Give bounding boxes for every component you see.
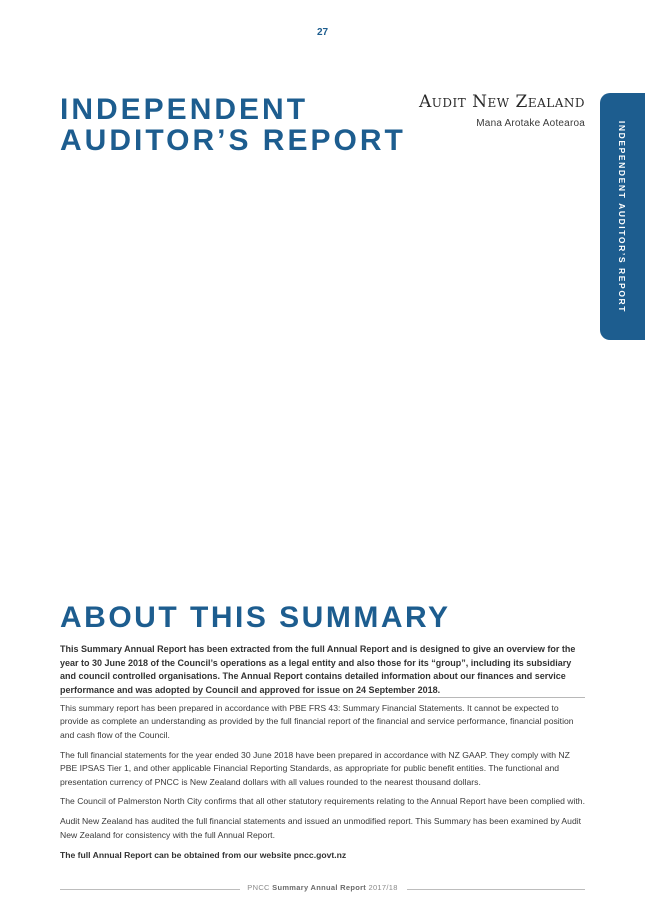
footer-org: PNCC	[247, 883, 270, 892]
logo-tagline: Mana Arotake Aotearoa	[476, 118, 585, 129]
page-footer	[60, 882, 585, 896]
divider	[60, 697, 585, 698]
page-number: 27	[316, 27, 329, 38]
logo-name: Audit New Zealand	[418, 92, 585, 112]
section-side-tab	[600, 93, 645, 340]
side-tab-label: INDEPENDENT AUDITOR’S REPORT	[617, 120, 627, 314]
body-paragraph: The Council of Palmerston North City confirms that all other statutory requirements relating to the Annual Report have been complied with.	[60, 796, 585, 807]
section-heading: ABOUT THIS SUMMARY	[60, 601, 451, 634]
body-paragraph: Audit New Zealand has audited the full financial statements and issued an unmodified report. This Summary has been examined by Audit New Zealand for consistency with the full Annual Report.	[60, 816, 582, 840]
lead-paragraph: This Summary Annual Report has been extracted from the full Annual Report and is designed to give an overview for the year to 30 June 2018 of the Council’s operations as a legal entity and also those for its “group”, including its subsidiary and council controlled organisations. The Annual Report contains detailed information about our finances and service performance and was adopted by Council and approved for issue on 24 September 2018.	[60, 644, 576, 695]
body-paragraph: This summary report has been prepared in accordance with PBE FRS 43: Summary Financial Statements. It cannot be expected to provide as complete an understanding as provided by the full financial report of the financial and service performance, financial position and cash flow of the Council.	[60, 703, 574, 740]
footer-year: 2017/18	[368, 883, 398, 892]
audit-nz-logo	[405, 92, 585, 129]
body-paragraph: The full financial statements for the year ended 30 June 2018 have been prepared in accordance with NZ GAAP. They comply with NZ PBE IPSAS Tier 1, and other applicable Financial Reporting Standards, as appropriate for public benefit entities. The functional and presentation currency of PNCC is New Zealand dollars with all values rounded to the nearest thousand dollars.	[60, 749, 570, 787]
page-title-line-1: INDEPENDENT	[60, 93, 309, 126]
footer-doc: Summary Annual Report	[272, 883, 367, 892]
page-title-line-2: AUDITOR’S REPORT	[60, 124, 406, 157]
body-text	[60, 702, 585, 869]
footer-rule-right	[407, 889, 585, 890]
final-note: The full Annual Report can be obtained from our website pncc.govt.nz	[60, 849, 347, 860]
page-title	[60, 94, 406, 156]
footer-text	[60, 883, 585, 892]
